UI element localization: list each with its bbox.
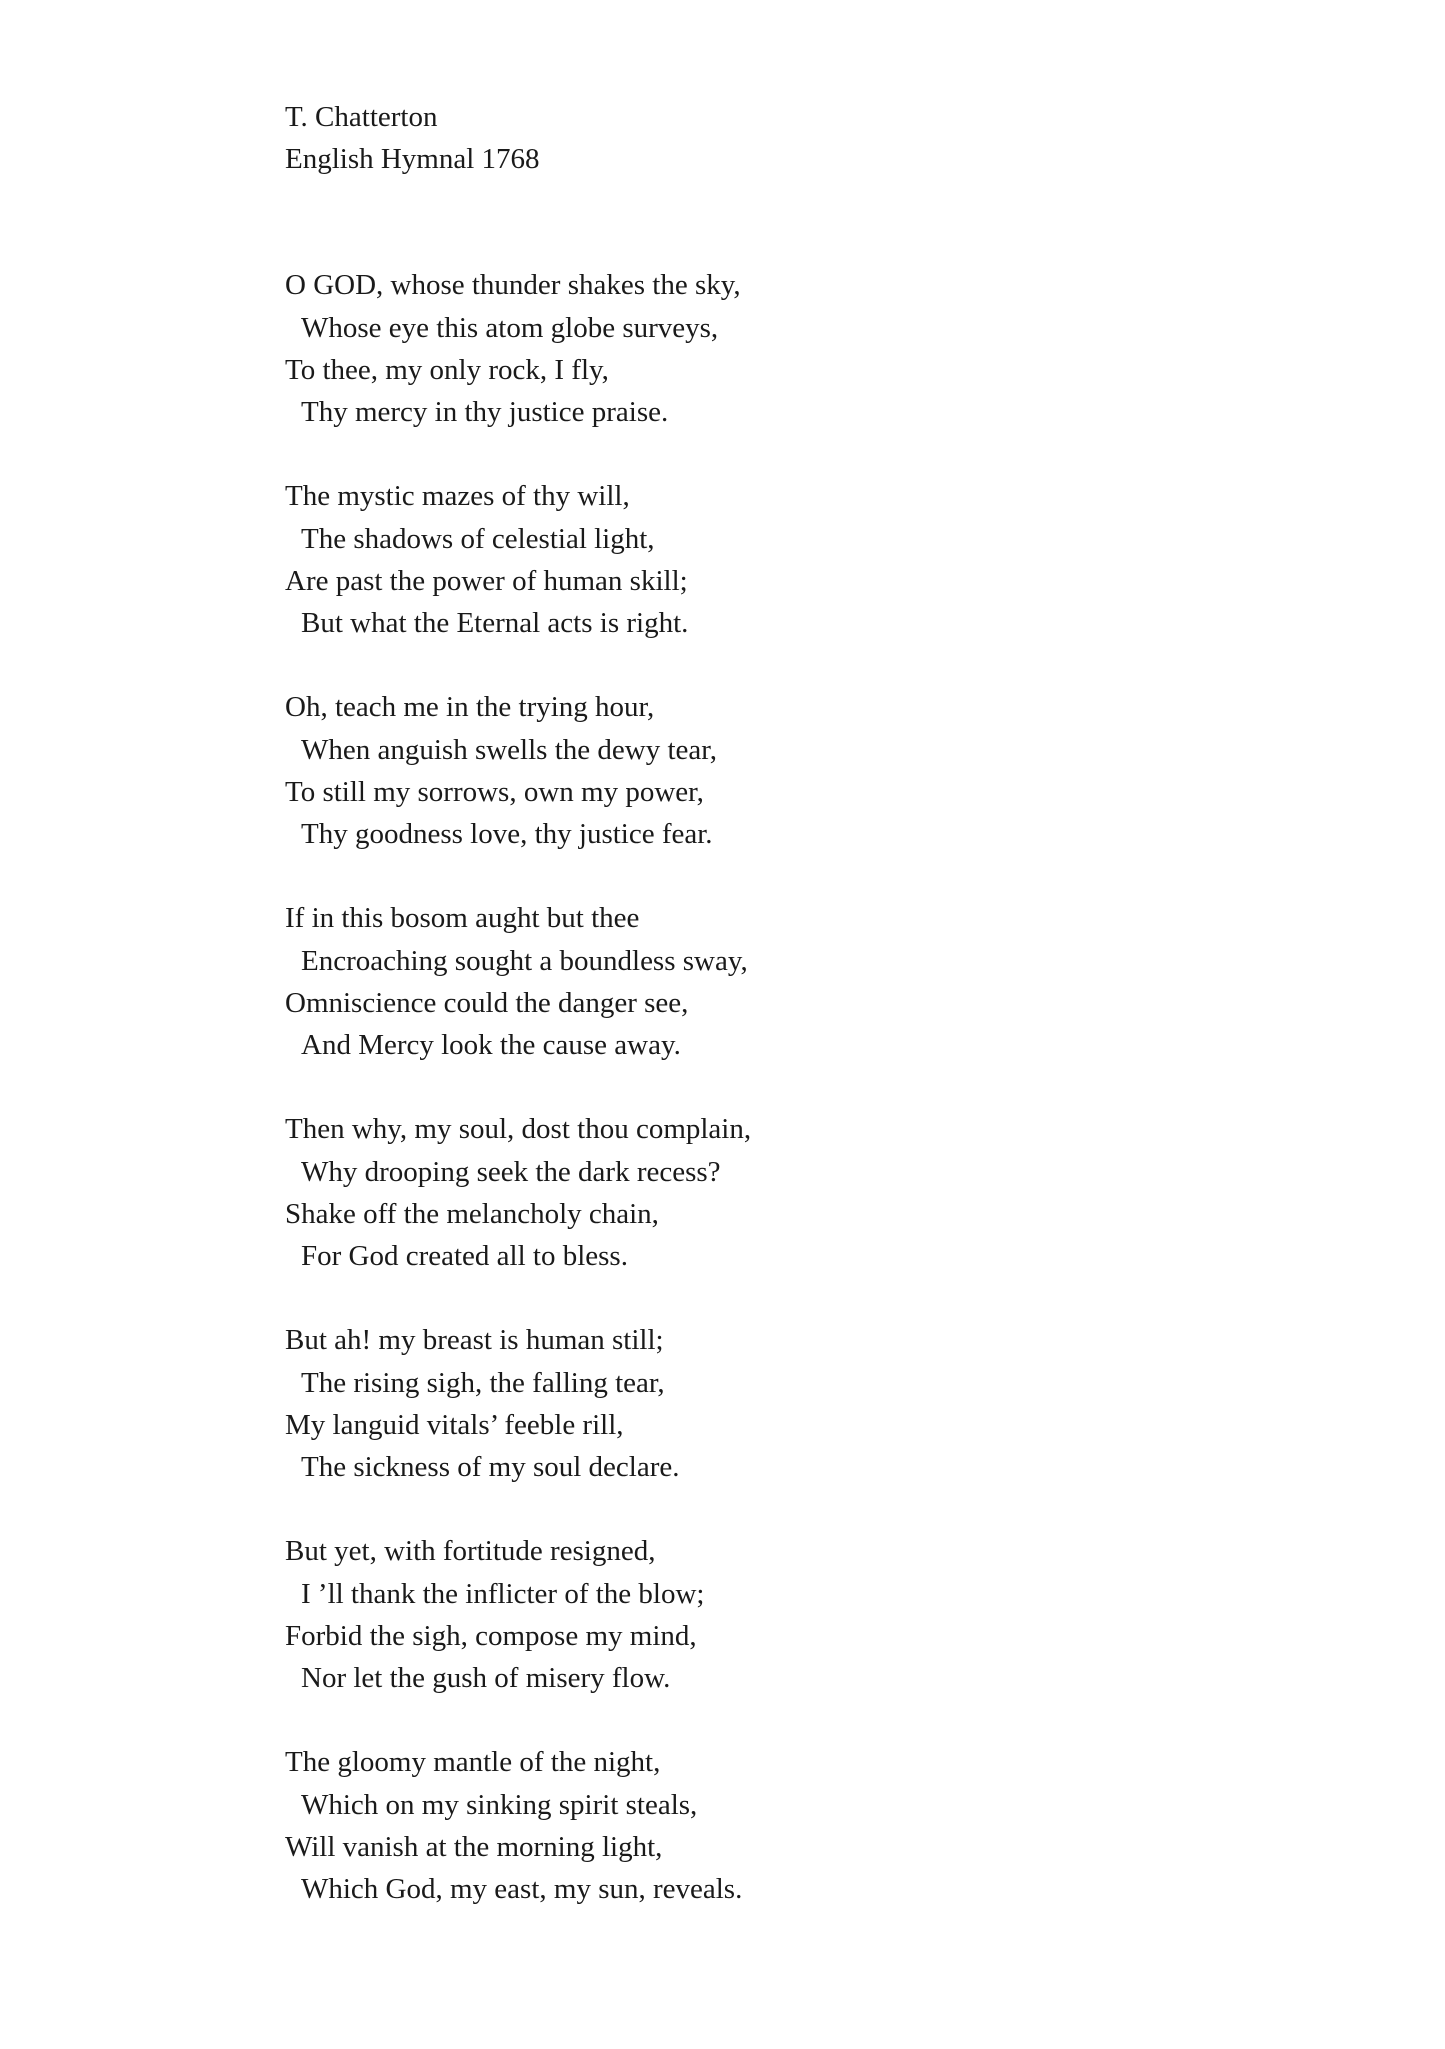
verse-line: Are past the power of human skill;	[285, 564, 688, 597]
verse-line: My languid vitals’ feeble rill,	[285, 1408, 624, 1441]
verse-line: The rising sigh, the falling tear,	[301, 1366, 665, 1399]
verse-line: Will vanish at the morning light,	[285, 1830, 663, 1863]
stanza	[285, 1108, 751, 1277]
verse-line: The shadows of celestial light,	[301, 522, 655, 555]
verse-line: When anguish swells the dewy tear,	[301, 733, 717, 766]
verse-line: For God created all to bless.	[301, 1240, 628, 1273]
verse-line: To still my sorrows, own my power,	[285, 775, 704, 808]
stanza	[285, 686, 751, 855]
verse-line: Thy goodness love, thy justice fear.	[301, 818, 713, 851]
verse-line: Which God, my east, my sun, reveals.	[301, 1873, 743, 1906]
verse-line: Which on my sinking spirit steals,	[301, 1788, 698, 1821]
verse-line: The mystic mazes of thy will,	[285, 480, 630, 513]
verse-line: Shake off the melancholy chain,	[285, 1197, 659, 1230]
stanza	[285, 1319, 751, 1488]
verse-line: But ah! my breast is human still;	[285, 1324, 664, 1357]
verse-line: O GOD, whose thunder shakes the sky,	[285, 269, 741, 302]
verse-line: But what the Eternal acts is right.	[301, 607, 689, 640]
stanza	[285, 1741, 751, 1910]
header	[285, 96, 751, 180]
verse-line: Oh, teach me in the trying hour,	[285, 691, 655, 724]
verse-line: Nor let the gush of misery flow.	[301, 1662, 671, 1695]
stanza	[285, 897, 751, 1066]
verse-line: Forbid the sigh, compose my mind,	[285, 1619, 697, 1652]
verse-line: Why drooping seek the dark recess?	[301, 1155, 721, 1188]
verse-line: But yet, with fortitude resigned,	[285, 1535, 656, 1568]
verse-line: Omniscience could the danger see,	[285, 986, 689, 1019]
author: T. Chatterton	[285, 101, 438, 133]
verse-line: Then why, my soul, dost thou complain,	[285, 1113, 752, 1146]
verse-line: Encroaching sought a boundless sway,	[301, 944, 748, 977]
verse-line: I ’ll thank the inflicter of the blow;	[301, 1577, 705, 1610]
verse-line: Whose eye this atom globe surveys,	[301, 311, 719, 344]
verse-line: If in this bosom aught but thee	[285, 902, 640, 935]
verse-line: Thy mercy in thy justice praise.	[301, 396, 669, 429]
verse-line: To thee, my only rock, I fly,	[285, 353, 609, 386]
verse-line: The sickness of my soul declare.	[301, 1451, 680, 1484]
verse-line: And Mercy look the cause away.	[301, 1029, 681, 1062]
hymn-text	[285, 264, 751, 1910]
verse-line: The gloomy mantle of the night,	[285, 1746, 661, 1779]
source: English Hymnal 1768	[285, 143, 540, 176]
hymn-page	[285, 96, 751, 1952]
stanza	[285, 264, 751, 433]
stanza	[285, 475, 751, 644]
stanza	[285, 1530, 751, 1699]
